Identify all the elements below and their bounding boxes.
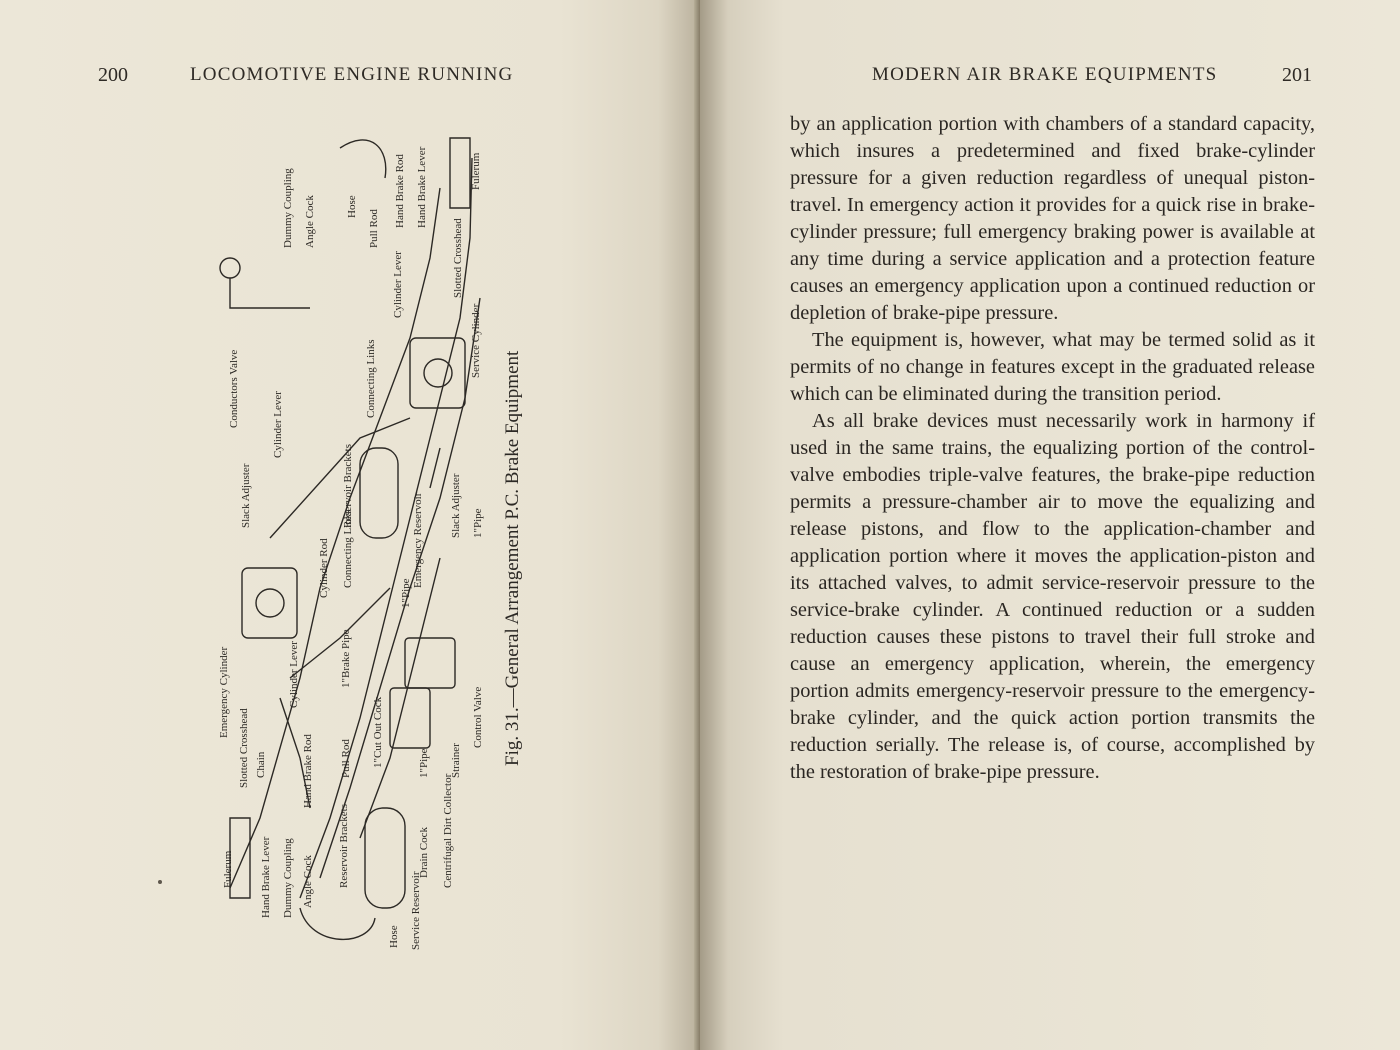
left-running-head: LOCOMOTIVE ENGINE RUNNING	[190, 64, 514, 85]
brake-equipment-drawing	[160, 118, 560, 968]
label-centrifugal-dirt-collector: Centrifugal Dirt Collector	[442, 773, 454, 888]
label-hand-brake-lever-right: Hand Brake Lever	[416, 146, 428, 228]
label-dummy-coupling-right: Dummy Coupling	[282, 168, 294, 248]
label-cylinder-rod: Cylinder Rod	[318, 538, 330, 598]
label-pull-rod-left: Pull Rod	[340, 739, 352, 778]
frame-rail-left	[230, 188, 440, 888]
label-conductors-valve: Conductors Valve	[228, 349, 240, 428]
label-hand-brake-lever-left: Hand Brake Lever	[260, 836, 272, 918]
label-pull-rod-right: Pull Rod	[368, 209, 380, 248]
conductors-valve-shape	[220, 258, 240, 278]
label-brake-pipe: 1"Brake Pipe	[340, 629, 352, 688]
service-cylinder-port	[424, 359, 452, 387]
label-chain: Chain	[255, 751, 267, 778]
figure-caption: Fig. 31.—General Arrangement P.C. Brake Equipment	[502, 350, 523, 766]
label-hose-right: Hose	[346, 195, 358, 218]
label-service-cylinder: Service Cylinder	[470, 303, 482, 378]
label-hand-brake-rod-left: Hand Brake Rod	[302, 734, 314, 808]
label-angle-cock-left: Angle Cock	[302, 855, 314, 908]
label-strainer: Strainer	[450, 743, 462, 778]
label-emergency-cylinder: Emergency Cylinder	[218, 646, 230, 738]
cylinder-lever-linkage	[270, 418, 410, 538]
brake-equipment-figure	[160, 118, 560, 968]
label-slotted-crosshead-right: Slotted Crosshead	[452, 218, 464, 298]
right-running-head: MODERN AIR BRAKE EQUIPMENTS	[872, 64, 1218, 85]
label-drain-cock: Drain Cock	[418, 826, 430, 878]
right-page-number: 201	[1282, 64, 1312, 86]
control-valve-shape	[405, 638, 455, 688]
hose-right-shape	[340, 140, 386, 178]
label-reservoir-brackets-right: Reservoir Brackets	[342, 444, 354, 528]
body-text	[790, 111, 1315, 786]
label-pipe-small: 1"Pipe	[418, 748, 430, 778]
conductors-valve-pipe	[230, 278, 310, 308]
label-cylinder-lever-top: Cylinder Lever	[272, 391, 284, 458]
strainer-shape	[390, 688, 430, 748]
label-pipe-1-right: 1"Pipe	[472, 508, 484, 538]
paragraph-2: The equipment is, however, what may be termed solid as it permits of no change in features except in the graduated release which can be eliminated during the transition period.	[790, 329, 1315, 405]
label-cylinder-lever-left: Cylinder Lever	[288, 641, 300, 708]
label-fulerum-right: Fulerum	[470, 152, 482, 190]
service-cylinder-shape	[410, 338, 465, 408]
label-cut-out-cock: 1"Cut Out Cock	[372, 696, 384, 768]
label-slack-adjuster-left: Slack Adjuster	[240, 463, 252, 528]
label-dummy-coupling-left: Dummy Coupling	[282, 838, 294, 918]
emergency-cylinder-port	[256, 589, 284, 617]
label-hose-left: Hose	[388, 925, 400, 948]
paragraph-3: As all brake devices must necessarily work in harmony if used in the same trains, the equalizing portion of the control-valve embodies triple-valve features, the brake-pipe reduction permits a pressure-chamber air to move the equalizing and release pistons, and flow to the application-chamber and application portion where it moves the application-piston and its attached valves, to admit service-reservoir pressure to the service-brake cylinder. A continued reduction or a sudden reduction causes these pistons to travel their full stroke and cause an emergency application, wherein, the emergency portion admits emergency-reservoir pressure to the emergency-brake cylinder, and the quick action portion transmits the reduction serially. The release is, of course, accomplished by the restoration of brake-pipe pressure.	[790, 410, 1315, 783]
emergency-reservoir-shape	[360, 448, 398, 538]
label-connecting-links-right: Connecting Links	[365, 339, 377, 418]
slack-adjuster-shape	[430, 448, 440, 488]
left-page-number: 200	[98, 64, 128, 86]
label-service-reservoir: Service Reservoir	[410, 871, 422, 950]
label-angle-cock-right: Angle Cock	[304, 195, 316, 248]
label-connecting-links-left: Connecting Links	[342, 509, 354, 588]
hose-left-shape	[300, 908, 375, 939]
fulerum-bracket-right	[450, 138, 470, 208]
label-fulerum-left: Fulerum	[222, 850, 234, 888]
label-slotted-crosshead-left: Slotted Crosshead	[238, 708, 250, 788]
paragraph-1: by an application portion with chambers of a standard capacity, which insures a predetermined and fixed brake-cylinder pressure for a given reduction regardless of unequal piston-travel. In emergency action it provides for a quick rise in brake-cylinder pressure; full emergency braking power is available at any time during a service application and a protection feature causes an emergency application upon a continued reduction or depletion of brake-pipe pressure.	[790, 113, 1315, 324]
label-hand-brake-rod-right: Hand Brake Rod	[394, 154, 406, 228]
label-slack-adjuster-right: Slack Adjuster	[450, 473, 462, 538]
service-reservoir-shape	[365, 808, 405, 908]
label-emergency-reservoir: Emergency Reservoir	[412, 492, 424, 588]
label-cylinder-lever-right: Cylinder Lever	[392, 251, 404, 318]
label-pipe-1-mid: 1"Pipe	[400, 578, 412, 608]
emergency-cylinder-shape	[242, 568, 297, 638]
label-reservoir-brackets-left: Reservoir Brackets	[338, 804, 350, 888]
label-control-valve: Control Valve	[472, 686, 484, 748]
